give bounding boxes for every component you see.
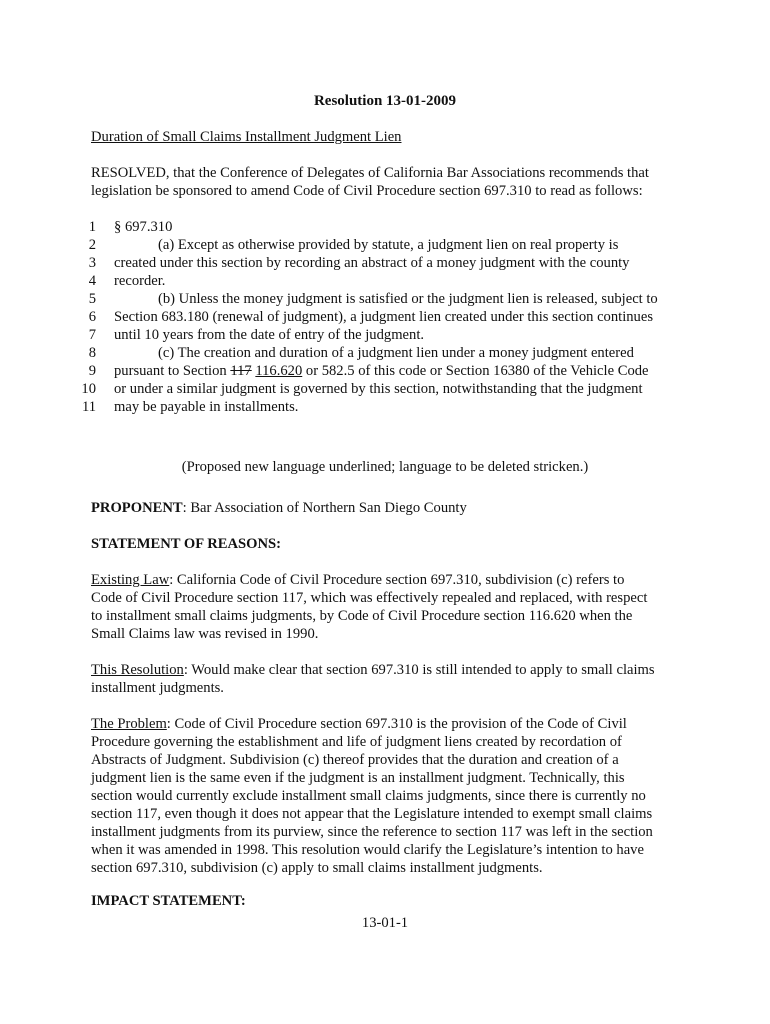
problem-line: installment judgments from its purview, since the reference to section 117 was left in the section xyxy=(91,824,653,840)
statute-line: § 697.310 xyxy=(114,219,173,235)
proponent-line xyxy=(91,500,467,517)
line-number: 5 xyxy=(88,291,96,307)
statute-text-before: pursuant to Section xyxy=(114,363,231,379)
resolved-line-2: legislation be sponsored to amend Code of Civil Procedure section 697.310 to read as follows: xyxy=(91,183,643,199)
existing-law-line: Small Claims law was revised in 1990. xyxy=(91,626,319,642)
statute-text-after: or 582.5 of this code or Section 16380 of the Vehicle Code xyxy=(302,363,649,379)
line-number: 6 xyxy=(88,309,96,325)
statute-line: created under this section by recording an abstract of a money judgment with the county xyxy=(114,255,630,271)
problem-line: judgment lien is the same even if the judgment is an installment judgment. Technically, this xyxy=(91,770,625,786)
line-number: 8 xyxy=(88,345,96,361)
this-resolution-label: This Resolution xyxy=(91,662,184,678)
problem-line: section would currently exclude installment small claims judgments, since there is currently no xyxy=(91,788,646,804)
deleted-text: 117 xyxy=(230,363,252,379)
reasons-heading: STATEMENT OF REASONS: xyxy=(91,536,282,552)
impact-heading: IMPACT STATEMENT: xyxy=(91,893,246,909)
problem-line: section 117, even though it does not appear that the Legislature intended to exempt small claims xyxy=(91,806,653,822)
statute-line: Section 683.180 (renewal of judgment), a judgment lien created under this section continues xyxy=(114,309,654,325)
statute-line: (a) Except as otherwise provided by statute, a judgment lien on real property is xyxy=(158,237,619,253)
inserted-text: 116.620 xyxy=(255,363,303,379)
statute-line: until 10 years from the date of entry of the judgment. xyxy=(114,327,425,343)
legend-note: (Proposed new language underlined; language to be deleted stricken.) xyxy=(181,459,589,475)
line-number: 2 xyxy=(88,237,96,253)
problem-line: section 697.310, subdivision (c) apply to small claims installment judgments. xyxy=(91,860,543,876)
line-number: 10 xyxy=(81,381,96,397)
proponent-value: : Bar Association of Northern San Diego County xyxy=(182,500,467,516)
existing-law-line: to installment small claims judgments, by Code of Civil Procedure section 116.620 when the xyxy=(91,608,633,624)
existing-law-line: Code of Civil Procedure section 117, which was effectively repealed and replaced, with respect xyxy=(91,590,648,606)
statute-line: or under a similar judgment is governed by this section, notwithstanding that the judgment xyxy=(114,381,643,397)
problem-line xyxy=(91,716,627,733)
this-resolution-line: installment judgments. xyxy=(91,680,224,696)
line-number: 9 xyxy=(88,363,96,379)
statute-line-amended xyxy=(114,363,649,380)
statute-line: recorder. xyxy=(114,273,166,289)
line-number: 11 xyxy=(81,399,96,415)
problem-line: when it was amended in 1998. This resolution would clarify the Legislature’s intention to have xyxy=(91,842,644,858)
resolution-heading: Duration of Small Claims Installment Judgment Lien xyxy=(91,129,402,145)
statute-line: (c) The creation and duration of a judgment lien under a money judgment entered xyxy=(158,345,634,361)
line-number: 1 xyxy=(88,219,96,235)
problem-text: : Code of Civil Procedure section 697.310 is the provision of the Code of Civil xyxy=(166,716,627,732)
this-resolution-line xyxy=(91,662,655,679)
problem-label: The Problem xyxy=(91,716,167,732)
line-number: 7 xyxy=(88,327,96,343)
problem-line: Procedure governing the establishment and life of judgment liens created by recordation of xyxy=(91,734,622,750)
statute-line: may be payable in installments. xyxy=(114,399,299,415)
page-footer: 13-01-1 xyxy=(361,915,409,931)
proponent-label: PROPONENT xyxy=(91,500,183,516)
line-number: 4 xyxy=(88,273,96,289)
existing-law-line xyxy=(91,572,624,589)
document-title: Resolution 13-01-2009 xyxy=(313,93,457,109)
this-resolution-text: : Would make clear that section 697.310 is still intended to apply to small claims xyxy=(183,662,655,678)
existing-law-text: : California Code of Civil Procedure section 697.310, subdivision (c) refers to xyxy=(169,572,625,588)
problem-line: Abstracts of Judgment. Subdivision (c) thereof provides that the duration and creation of a xyxy=(91,752,619,768)
existing-law-label: Existing Law xyxy=(91,572,170,588)
line-number: 3 xyxy=(88,255,96,271)
statute-line: (b) Unless the money judgment is satisfied or the judgment lien is released, subject to xyxy=(158,291,658,307)
resolved-line-1: RESOLVED, that the Conference of Delegates of California Bar Associations recommends that xyxy=(91,165,649,181)
